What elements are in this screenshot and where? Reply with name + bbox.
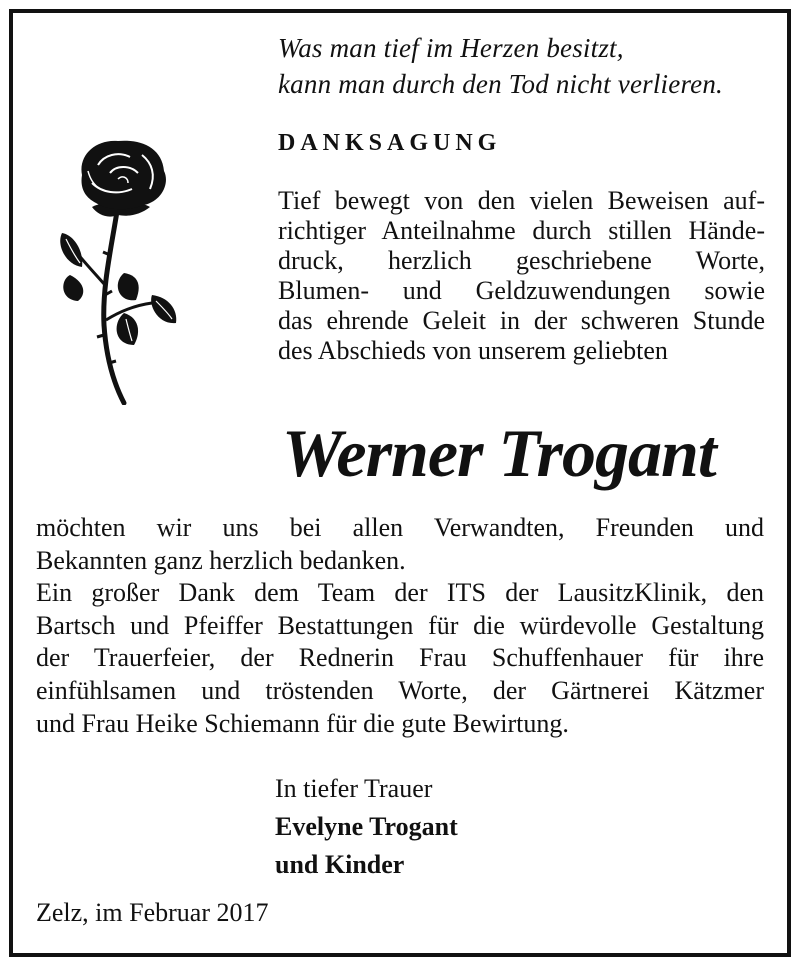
intro-line: Blumen- und Geldzuwendungen sowie xyxy=(278,276,765,305)
signature-line-mourning: In tiefer Trauer xyxy=(275,774,433,803)
thanks-line: der Trauerfeier, der Rednerin Frau Schuffenhauer für ihre xyxy=(36,643,764,673)
intro-paragraph xyxy=(278,186,765,366)
heading-danksagung: DANKSAGUNG xyxy=(278,130,502,156)
rose-icon xyxy=(52,135,187,405)
intro-line: das ehrende Geleit in der schweren Stunde xyxy=(278,306,765,335)
thanks-line: Bekannten ganz herzlich bedanken. xyxy=(36,545,406,575)
signature-line-name: Evelyne Trogant xyxy=(275,812,458,841)
thanks-line: möchten wir uns bei allen Verwandten, Freunden und xyxy=(36,513,764,542)
thanks-line: und Frau Heike Schiemann für die gute Bewirtung. xyxy=(36,708,569,738)
thanks-line: Bartsch und Pfeiffer Bestattungen für die würdevolle Gestaltung xyxy=(36,610,764,640)
signature-block xyxy=(275,770,458,884)
motto-line-2: kann man durch den Tod nicht verlieren. xyxy=(278,69,723,99)
thanks-line: Ein großer Dank dem Team der ITS der LausitzKlinik, den xyxy=(36,578,764,608)
deceased-name: Werner Trogant xyxy=(282,415,716,491)
thanks-paragraph xyxy=(36,512,764,740)
intro-line: des Abschieds von unserem geliebten xyxy=(278,336,668,365)
motto xyxy=(278,30,723,102)
motto-line-1: Was man tief im Herzen besitzt, xyxy=(278,33,624,63)
place-date: Zelz, im Februar 2017 xyxy=(36,898,269,927)
thanks-line: einfühlsamen und tröstenden Worte, der Gärtnerei Kätzmer xyxy=(36,675,764,705)
intro-line: druck, herzlich geschriebene Worte, xyxy=(278,246,765,275)
signature-line-children: und Kinder xyxy=(275,850,405,879)
intro-line: Tief bewegt von den vielen Beweisen auf- xyxy=(278,186,765,215)
intro-line: richtiger Anteilnahme durch stillen Hände- xyxy=(278,216,765,245)
